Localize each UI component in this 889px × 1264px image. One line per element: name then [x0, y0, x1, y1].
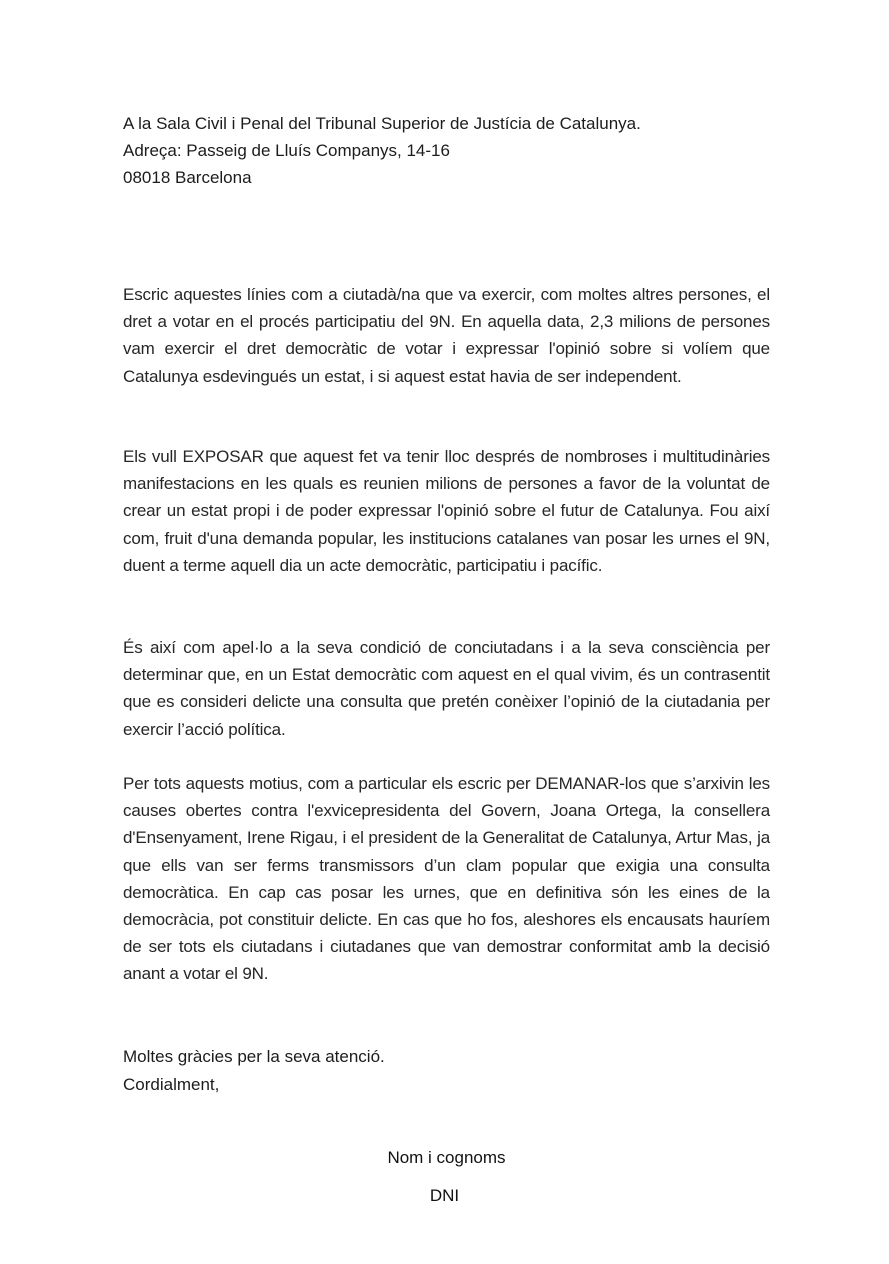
- recipient-address: [123, 110, 641, 191]
- postal-city-line: 08018 Barcelona: [123, 168, 252, 187]
- closing-salutation: Cordialment,: [123, 1075, 220, 1094]
- signature-name-placeholder: Nom i cognoms: [387, 1148, 506, 1167]
- paragraph-appeal: És així com apel·lo a la seva condició de conciutadans i a la seva consciència per determinar que, en un Estat democràtic com aquest en el qual vivim, és un contrasentit que es consideri delicte una consulta que pretén conèixer l’opinió de la ciutadania per exercir l’acció política.: [123, 638, 770, 739]
- address-line: Adreça: Passeig de Lluís Companys, 14-16: [123, 141, 450, 160]
- signature-id-placeholder: DNI: [429, 1186, 460, 1205]
- closing-block: [123, 1043, 385, 1099]
- recipient-line: A la Sala Civil i Penal del Tribunal Superior de Justícia de Catalunya.: [123, 114, 641, 133]
- paragraph-exposition: Els vull EXPOSAR que aquest fet va tenir lloc després de nombroses i multitudinàries manifestacions en les quals es reunien milions de persones a favor de la voluntat de crear un estat propi i de poder expressar l'opinió sobre el futur de Catalunya. Fou així com, fruit d'una demanda popular, les institucions catalanes van posar les urnes el 9N, duent a terme aquell dia un acte democràtic, participatiu i pacífic.: [123, 447, 770, 575]
- closing-thanks: Moltes gràcies per la seva atenció.: [123, 1047, 385, 1066]
- paragraph-introduction: Escric aquestes línies com a ciutadà/na que va exercir, com moltes altres persones, el dret a votar en el procés participatiu del 9N. En aquella data, 2,3 milions de persones vam exercir el dret democràtic de votar i expressar l'opinió sobre si volíem que Catalunya esdevingués un estat, i si aquest estat havia de ser independent.: [123, 285, 770, 386]
- paragraph-request: Per tots aquests motius, com a particular els escric per DEMANAR-los que s’arxivin les causes obertes contra l'exvicepresidenta del Govern, Joana Ortega, la consellera d'Ensenyament, Irene Rigau, i el president de la Generalitat de Catalunya, Artur Mas, ja que ells van ser ferms transmissors d’un clam popular que exigia una consulta democràtica. En cap cas posar les urnes, que en definitiva són les eines de la democràcia, pot constituir delicte. En cas que ho fos, aleshores els encausats hauríem de ser tots els ciutadans i ciutadanes que van demostrar conformitat amb la decisió anant a votar el 9N.: [123, 774, 770, 984]
